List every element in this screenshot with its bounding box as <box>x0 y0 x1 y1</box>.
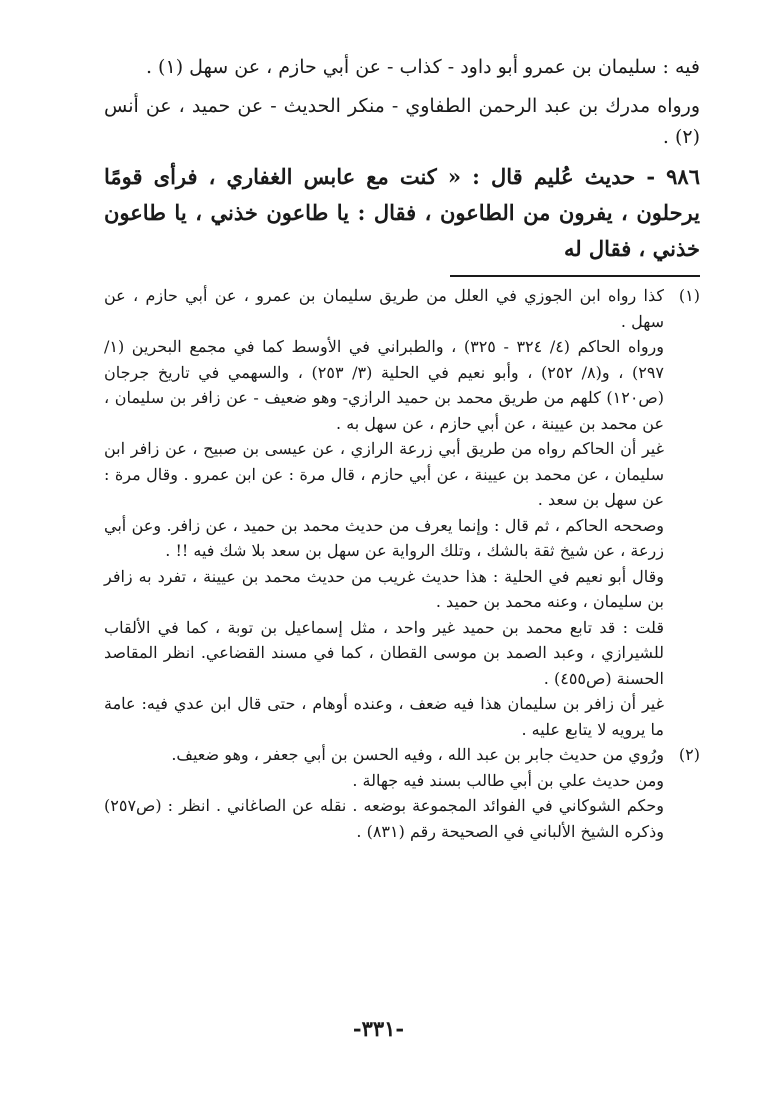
footnote-2-line: ورُوي من حديث جابر بن عبد الله ، وفيه الحسن بن أبي جعفر ، وهو ضعيف. <box>171 745 664 764</box>
footnote-2-body <box>104 742 664 768</box>
footnote-1-paragraph: وصححه الحاكم ، ثم قال : وإنما يعرف من حديث محمد بن حميد ، عن زافر. وعن أبي زرعة ، عن شيخ ثقة بالشك ، وتلك الرواية عن سهل بن سعد بلا شك فيه !! . <box>104 515 665 560</box>
footnotes <box>104 283 700 844</box>
footnote-divider <box>450 275 700 277</box>
main-paragraph-1: فيه : سليمان بن عمرو أبو داود - كذاب - عن أبي حازم ، عن سهل (١) . <box>145 56 700 78</box>
hadith-heading: ٩٨٦ - حديث عُليم قال : « كنت مع عابس الغفاري ، فرأى قومًا يرحلون ، يفرون من الطاعون ، فقال : يا طاعون خذني ، يا طاعون خذني ، فقال له <box>104 164 700 261</box>
footnote-1-paragraph: ورواه الحاكم (٤/ ٣٢٤ - ٣٢٥) ، والطبراني في الأوسط كما في مجمع البحرين (١/ ٢٩٧) ، و(٨/ ٢٥٢) ، وأبو نعيم في الحلية (٣/ ٢٥٣) ، والسهمي في تاريخ جرجان (ص١٢٠) كلهم من طريق محمد بن حميد الرازي- وهو ضعيف - عن زافر بن سليمان ، عن محمد بن عيينة ، عن أبي حازم ، عن سهل به . <box>104 337 664 433</box>
footnote-1-marker: (١) <box>678 286 700 305</box>
footnote-2-paragraph: وحكم الشوكاني في الفوائد المجموعة بوضعه . نقله عن الصاغاني . انظر : (ص٢٥٧) وذكره الشيخ الألباني في الصحيحة رقم (٨٣١) . <box>104 796 664 841</box>
footnote-1 <box>104 283 700 334</box>
footnote-1-body <box>104 283 664 334</box>
footnote-1-continued <box>104 334 700 742</box>
page-content <box>104 52 700 1072</box>
footnote-1-paragraph: وقال أبو نعيم في الحلية : هذا حديث غريب من حديث محمد بن عيينة ، تفرد به زافر بن سليمان ، وعنه محمد بن حميد . <box>104 566 664 611</box>
footnote-1-paragraph: غير أن زافر بن سليمان هذا فيه ضعف ، وعنده أوهام ، حتى قال ابن عدي فيه: عامة ما يرويه لا يتابع عليه . <box>104 694 665 739</box>
footnote-2-continued <box>104 768 700 845</box>
footnote-1-line: كذا رواه ابن الجوزي في العلل من طريق سليمان بن عمرو ، عن أبي حازم ، عن سهل . <box>104 286 664 331</box>
footnote-2-marker: (٢) <box>678 745 700 764</box>
footnote-2-paragraph: ومن حديث علي بن أبي طالب بسند فيه جهالة . <box>352 770 664 790</box>
footnote-1-paragraph: غير أن الحاكم رواه من طريق أبي زرعة الرازي ، عن عيسى بن صبيح ، عن زافر ابن سليمان ، عن محمد بن عيينة ، عن أبي حازم ، قال مرة : عن ابن عمرو . وقال مرة : عن سهل بن سعد . <box>104 439 664 509</box>
footnote-2 <box>104 742 700 768</box>
main-paragraph-2: ورواه مدرك بن عبد الرحمن الطفاوي - منكر الحديث - عن حميد ، عن أنس (٢) . <box>104 95 700 148</box>
page-number: -٣٣١- <box>352 1016 405 1041</box>
footnote-1-paragraph: قلت : قد تابع محمد بن حميد غير واحد ، مثل إسماعيل بن توبة ، كما في الألقاب للشيرازي ، وعبد الصمد بن موسى القطان ، كما في مسند القضاعي. انظر المقاصد الحسنة (ص٤٥٥) . <box>104 617 665 688</box>
